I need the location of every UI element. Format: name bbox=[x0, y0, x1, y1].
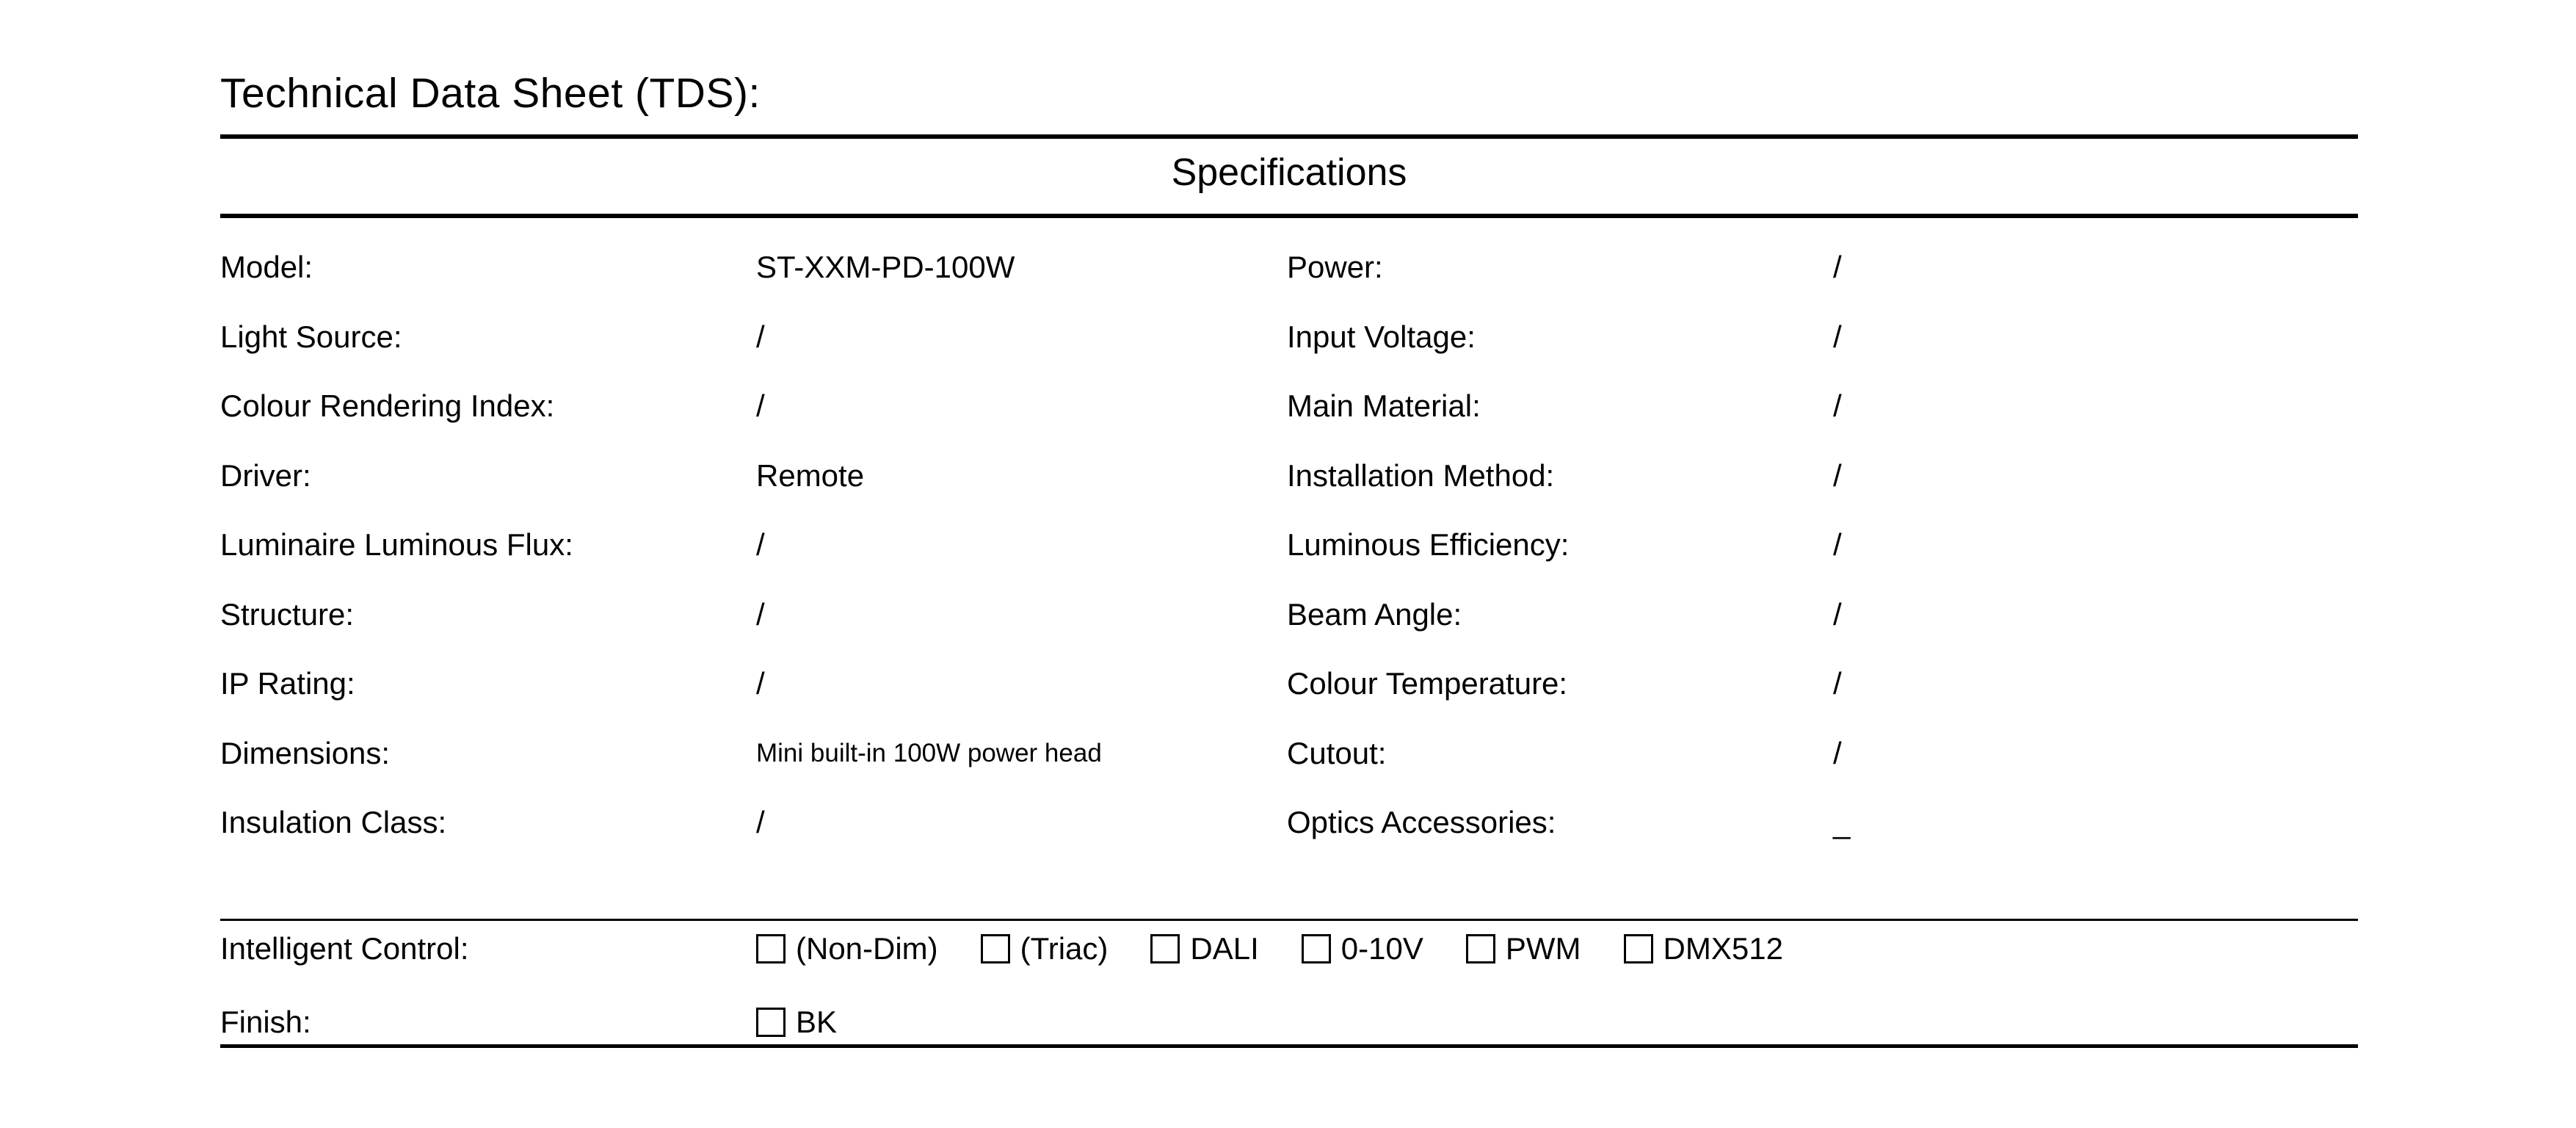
finish-label: Finish: bbox=[220, 1005, 311, 1039]
checkbox-dali[interactable] bbox=[1150, 934, 1180, 964]
specifications-table bbox=[220, 233, 2357, 858]
spec-label-model: Model: bbox=[220, 250, 313, 285]
finish-option-bk bbox=[756, 1005, 837, 1040]
checkbox-dali-label: DALI bbox=[1190, 931, 1259, 966]
spec-value-structure: / bbox=[756, 596, 765, 632]
spec-label-cutout: Cutout: bbox=[1287, 735, 1387, 770]
spec-value-power: / bbox=[1833, 250, 1842, 285]
checkbox-bk-label: BK bbox=[796, 1005, 838, 1039]
spec-label-light-source: Light Source: bbox=[220, 319, 402, 354]
checkbox-triac-label: (Triac) bbox=[1020, 931, 1109, 966]
control-option-pwm bbox=[1466, 931, 1581, 966]
spec-label-insulation-class: Insulation Class: bbox=[220, 805, 447, 840]
spec-value-luminaire-luminous-flux: / bbox=[756, 527, 765, 563]
control-option-non-dim bbox=[756, 931, 938, 966]
spec-value-colour-temperature: / bbox=[1833, 666, 1842, 701]
spec-label-driver: Driver: bbox=[220, 458, 311, 493]
spec-label-luminaire-luminous-flux: Luminaire Luminous Flux: bbox=[220, 527, 573, 563]
spec-value-optics-accessories: _ bbox=[1833, 805, 1851, 840]
spec-value-cutout: / bbox=[1833, 735, 1842, 770]
spec-value-colour-rendering-index: / bbox=[756, 388, 765, 424]
control-option-triac bbox=[981, 931, 1109, 966]
control-option-0-10v bbox=[1302, 931, 1423, 966]
spec-value-ip-rating: / bbox=[756, 666, 765, 701]
horizontal-rule-under-section-title bbox=[220, 214, 2358, 218]
horizontal-rule-above-controls bbox=[220, 919, 2358, 921]
spec-value-installation-method: / bbox=[1833, 458, 1842, 493]
horizontal-rule-top bbox=[220, 134, 2358, 139]
checkbox-0-10v[interactable] bbox=[1302, 934, 1331, 964]
horizontal-rule-bottom bbox=[220, 1044, 2358, 1048]
spec-label-ip-rating: IP Rating: bbox=[220, 666, 355, 701]
spec-value-dimensions: Mini built-in 100W power head bbox=[756, 738, 1102, 767]
spec-value-beam-angle: / bbox=[1833, 596, 1842, 632]
spec-label-dimensions: Dimensions: bbox=[220, 735, 391, 770]
spec-value-insulation-class: / bbox=[756, 805, 765, 840]
spec-value-main-material: / bbox=[1833, 388, 1842, 424]
page-title: Technical Data Sheet (TDS): bbox=[220, 70, 761, 117]
checkbox-dmx512[interactable] bbox=[1624, 934, 1653, 964]
checkbox-bk[interactable] bbox=[756, 1008, 786, 1037]
finish-options bbox=[756, 1005, 837, 1040]
spec-label-main-material: Main Material: bbox=[1287, 388, 1481, 424]
spec-label-power: Power: bbox=[1287, 250, 1383, 285]
checkbox-non-dim-label: (Non-Dim) bbox=[796, 931, 938, 966]
spec-value-light-source: / bbox=[756, 319, 765, 354]
checkbox-non-dim[interactable] bbox=[756, 934, 786, 964]
spec-label-colour-temperature: Colour Temperature: bbox=[1287, 666, 1568, 701]
spec-value-driver: Remote bbox=[756, 458, 865, 493]
finish-row bbox=[220, 1003, 2358, 1041]
intelligent-control-row bbox=[220, 930, 2358, 968]
intelligent-control-options bbox=[756, 931, 1783, 966]
intelligent-control-label: Intelligent Control: bbox=[220, 931, 469, 966]
spec-value-model: ST-XXM-PD-100W bbox=[756, 250, 1015, 285]
spec-label-luminous-efficiency: Luminous Efficiency: bbox=[1287, 527, 1570, 563]
checkbox-pwm-label: PWM bbox=[1505, 931, 1581, 966]
control-option-dmx512 bbox=[1624, 931, 1783, 966]
checkbox-dmx512-label: DMX512 bbox=[1663, 931, 1783, 966]
control-option-dali bbox=[1150, 931, 1258, 966]
spec-value-input-voltage: / bbox=[1833, 319, 1842, 354]
spec-label-structure: Structure: bbox=[220, 596, 355, 632]
spec-label-installation-method: Installation Method: bbox=[1287, 458, 1555, 493]
spec-label-optics-accessories: Optics Accessories: bbox=[1287, 805, 1556, 840]
checkbox-pwm[interactable] bbox=[1466, 934, 1495, 964]
checkbox-triac[interactable] bbox=[981, 934, 1010, 964]
section-title: Specifications bbox=[1171, 151, 1407, 194]
spec-label-beam-angle: Beam Angle: bbox=[1287, 596, 1462, 632]
spec-label-input-voltage: Input Voltage: bbox=[1287, 319, 1476, 354]
spec-label-colour-rendering-index: Colour Rendering Index: bbox=[220, 388, 555, 424]
checkbox-0-10v-label: 0-10V bbox=[1340, 931, 1423, 966]
spec-value-luminous-efficiency: / bbox=[1833, 527, 1842, 563]
